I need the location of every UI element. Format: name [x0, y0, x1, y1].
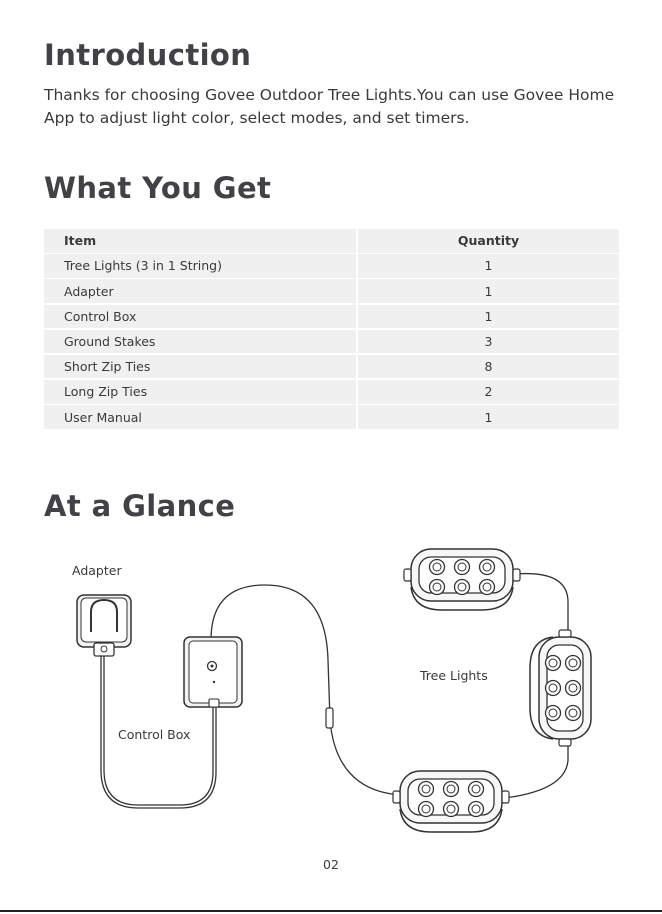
quantity-cell: 1 [358, 279, 619, 303]
tree-light-top [404, 549, 520, 610]
adapter-label: Adapter [72, 563, 122, 578]
quantity-cell: 2 [358, 380, 619, 404]
control-box [184, 637, 242, 707]
tree-light-bottom [393, 771, 509, 832]
introduction-text: Thanks for choosing Govee Outdoor Tree Lights.You can use Govee Home App to adjust light color, select modes, and set timers. [44, 86, 615, 127]
cable-connector [326, 708, 333, 728]
at-a-glance-heading: At a Glance [44, 489, 236, 523]
item-cell: Control Box [44, 305, 356, 329]
what-you-get-heading: What You Get [44, 171, 272, 205]
tree-lights-label: Tree Lights [420, 668, 488, 683]
item-cell: Ground Stakes [44, 330, 356, 354]
cables [101, 574, 568, 808]
page-number: 02 [323, 857, 339, 872]
item-cell: Adapter [44, 279, 356, 303]
item-cell: Long Zip Ties [44, 380, 356, 404]
introduction-heading: Introduction [44, 38, 252, 72]
adapter [77, 595, 131, 656]
bottom-rule [0, 910, 662, 912]
quantity-cell: 1 [358, 254, 619, 278]
item-cell: User Manual [44, 405, 356, 429]
quantity-cell: 3 [358, 330, 619, 354]
quantity-cell: 1 [358, 405, 619, 429]
control-box-label: Control Box [118, 727, 191, 742]
item-cell: Tree Lights (3 in 1 String) [44, 254, 356, 278]
quantity-cell: 1 [358, 305, 619, 329]
tree-light-right [530, 630, 591, 746]
column-header-quantity: Quantity [358, 229, 619, 253]
item-cell: Short Zip Ties [44, 355, 356, 379]
quantity-cell: 8 [358, 355, 619, 379]
column-header-item: Item [44, 229, 356, 253]
